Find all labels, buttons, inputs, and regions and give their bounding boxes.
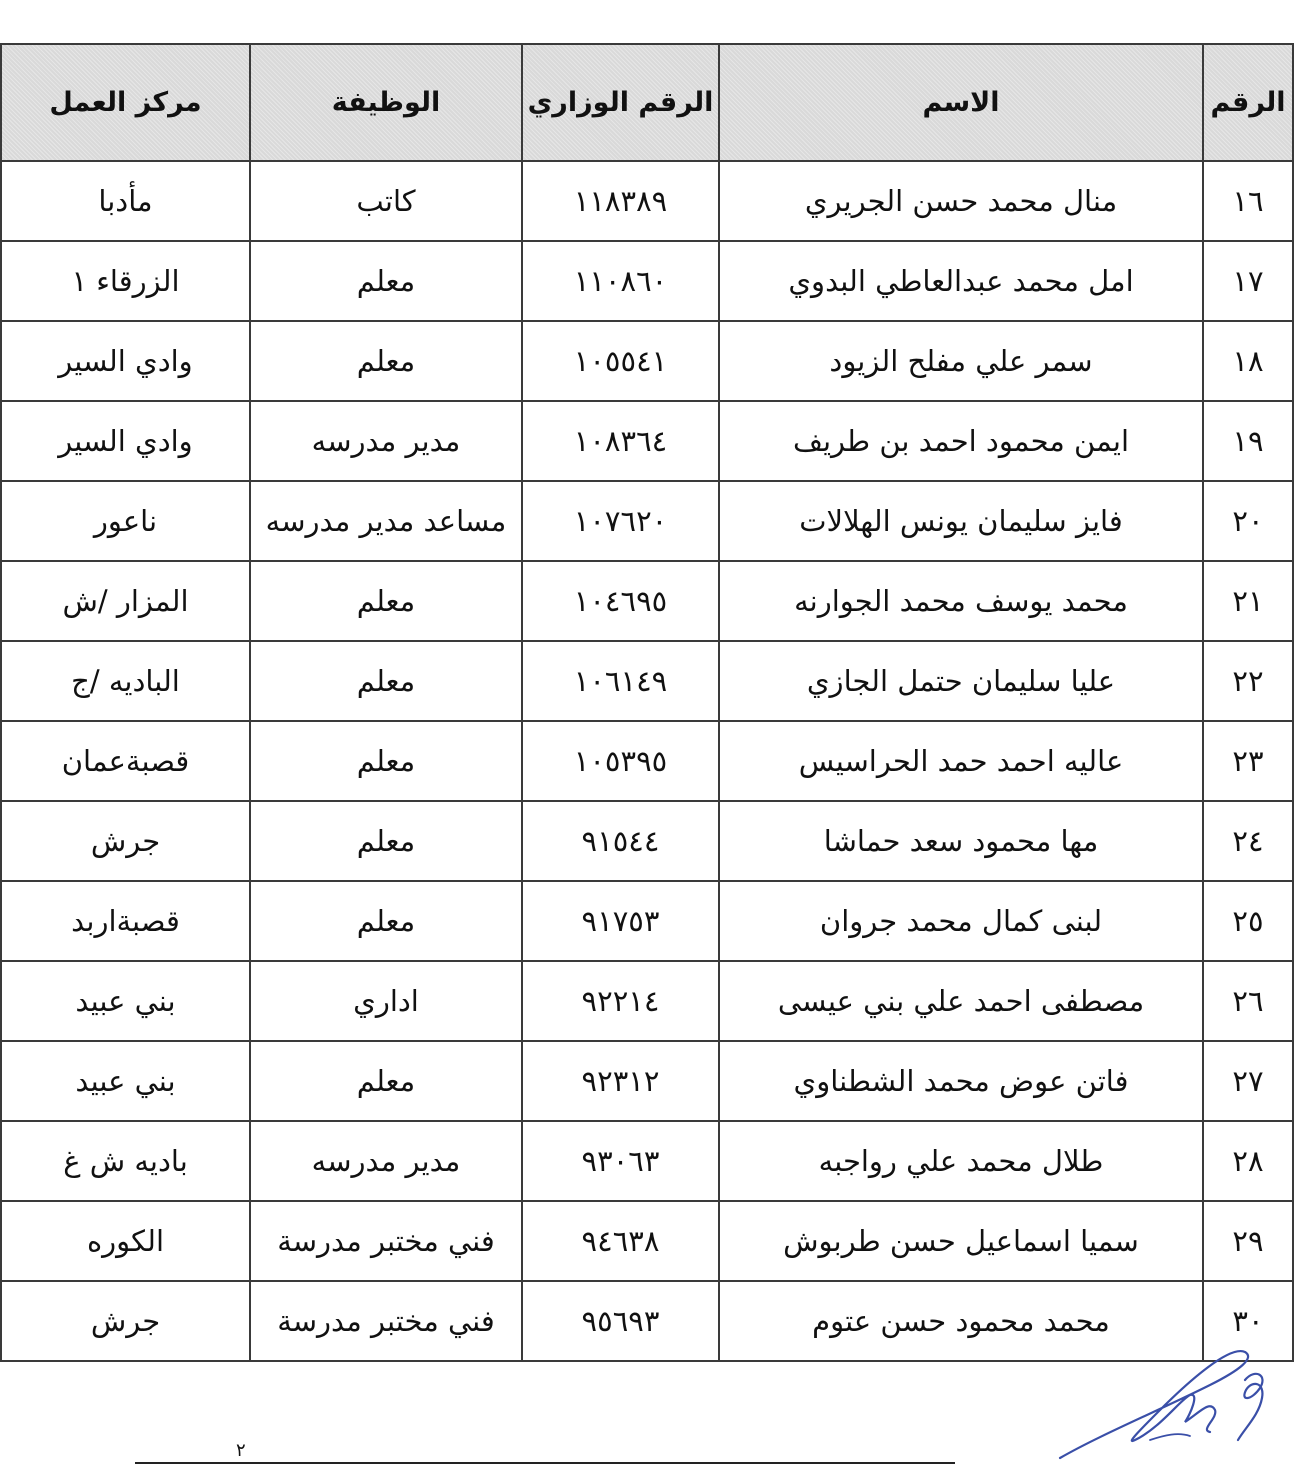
footer-divider [135,1462,955,1464]
table-row [1,721,1293,801]
cell-work-center: الباديه /ج [1,641,250,721]
cell-name: محمد محمود حسن عتوم [719,1281,1203,1361]
employee-table [0,43,1294,1362]
cell-work-center: جرش [1,801,250,881]
cell-name: منال محمد حسن الجريري [719,161,1203,241]
table-body [1,161,1293,1361]
cell-ministry-number: ١٠٥٣٩٥ [522,721,719,801]
cell-job: معلم [250,721,522,801]
cell-job: مدير مدرسه [250,401,522,481]
cell-number: ٢٤ [1203,801,1293,881]
table-row [1,1121,1293,1201]
cell-name: مها محمود سعد حماشا [719,801,1203,881]
cell-name: امل محمد عبدالعاطي البدوي [719,241,1203,321]
cell-number: ٢٥ [1203,881,1293,961]
cell-job: معلم [250,321,522,401]
cell-number: ٢٣ [1203,721,1293,801]
cell-ministry-number: ١٠٧٦٢٠ [522,481,719,561]
cell-ministry-number: ٩١٥٤٤ [522,801,719,881]
table-row [1,1041,1293,1121]
cell-work-center: جرش [1,1281,250,1361]
header-work-center: مركز العمل [1,44,250,161]
cell-name: مصطفى احمد علي بني عيسى [719,961,1203,1041]
cell-ministry-number: ٩٢٢١٤ [522,961,719,1041]
cell-work-center: مأدبا [1,161,250,241]
table-row [1,1201,1293,1281]
cell-number: ٢٧ [1203,1041,1293,1121]
cell-job: معلم [250,881,522,961]
cell-work-center: الكوره [1,1201,250,1281]
cell-ministry-number: ١١٠٨٦٠ [522,241,719,321]
cell-number: ١٦ [1203,161,1293,241]
cell-number: ٢٩ [1203,1201,1293,1281]
header-ministry-number: الرقم الوزاري [522,44,719,161]
cell-ministry-number: ٩٤٦٣٨ [522,1201,719,1281]
cell-number: ٢٢ [1203,641,1293,721]
cell-ministry-number: ٩٥٦٩٣ [522,1281,719,1361]
cell-ministry-number: ٩٢٣١٢ [522,1041,719,1121]
cell-job: اداري [250,961,522,1041]
cell-job: مساعد مدير مدرسه [250,481,522,561]
cell-number: ٢٦ [1203,961,1293,1041]
cell-work-center: قصبةاربد [1,881,250,961]
table-row [1,961,1293,1041]
cell-work-center: المزار /ش [1,561,250,641]
table-row [1,481,1293,561]
cell-work-center: باديه ش غ [1,1121,250,1201]
cell-job: فني مختبر مدرسة [250,1201,522,1281]
cell-work-center: ناعور [1,481,250,561]
cell-job: معلم [250,241,522,321]
cell-number: ١٨ [1203,321,1293,401]
page-number: ٢ [236,1440,246,1461]
cell-name: ايمن محمود احمد بن طريف [719,401,1203,481]
cell-ministry-number: ١٠٦١٤٩ [522,641,719,721]
cell-job: معلم [250,561,522,641]
cell-name: عاليه احمد حمد الحراسيس [719,721,1203,801]
cell-number: ٢٠ [1203,481,1293,561]
cell-ministry-number: ٩١٧٥٣ [522,881,719,961]
table-row [1,321,1293,401]
table-header-row [1,44,1293,161]
cell-work-center: الزرقاء ١ [1,241,250,321]
cell-job: معلم [250,801,522,881]
cell-name: محمد يوسف محمد الجوارنه [719,561,1203,641]
cell-name: طلال محمد علي رواجبه [719,1121,1203,1201]
cell-ministry-number: ١٠٥٥٤١ [522,321,719,401]
cell-number: ١٩ [1203,401,1293,481]
cell-name: سمر علي مفلح الزيود [719,321,1203,401]
cell-work-center: وادي السير [1,401,250,481]
cell-job: مدير مدرسه [250,1121,522,1201]
header-number: الرقم [1203,44,1293,161]
table-row [1,241,1293,321]
signature-icon [1040,1340,1280,1469]
cell-number: ٢٨ [1203,1121,1293,1201]
cell-job: كاتب [250,161,522,241]
cell-ministry-number: ٩٣٠٦٣ [522,1121,719,1201]
cell-job: فني مختبر مدرسة [250,1281,522,1361]
cell-job: معلم [250,641,522,721]
cell-work-center: بني عبيد [1,1041,250,1121]
cell-number: ٢١ [1203,561,1293,641]
cell-work-center: قصبةعمان [1,721,250,801]
cell-name: عليا سليمان حتمل الجازي [719,641,1203,721]
cell-name: فاتن عوض محمد الشطناوي [719,1041,1203,1121]
cell-name: سميا اسماعيل حسن طربوش [719,1201,1203,1281]
cell-ministry-number: ١١٨٣٨٩ [522,161,719,241]
header-job: الوظيفة [250,44,522,161]
cell-work-center: وادي السير [1,321,250,401]
cell-ministry-number: ١٠٤٦٩٥ [522,561,719,641]
table-row [1,801,1293,881]
cell-ministry-number: ١٠٨٣٦٤ [522,401,719,481]
table-row [1,401,1293,481]
header-name: الاسم [719,44,1203,161]
table-row [1,161,1293,241]
cell-number: ٣٠ [1203,1281,1293,1361]
table-row [1,641,1293,721]
cell-name: فايز سليمان يونس الهلالات [719,481,1203,561]
cell-name: لبنى كمال محمد جروان [719,881,1203,961]
table-row [1,881,1293,961]
cell-work-center: بني عبيد [1,961,250,1041]
cell-job: معلم [250,1041,522,1121]
table-row [1,561,1293,641]
cell-number: ١٧ [1203,241,1293,321]
